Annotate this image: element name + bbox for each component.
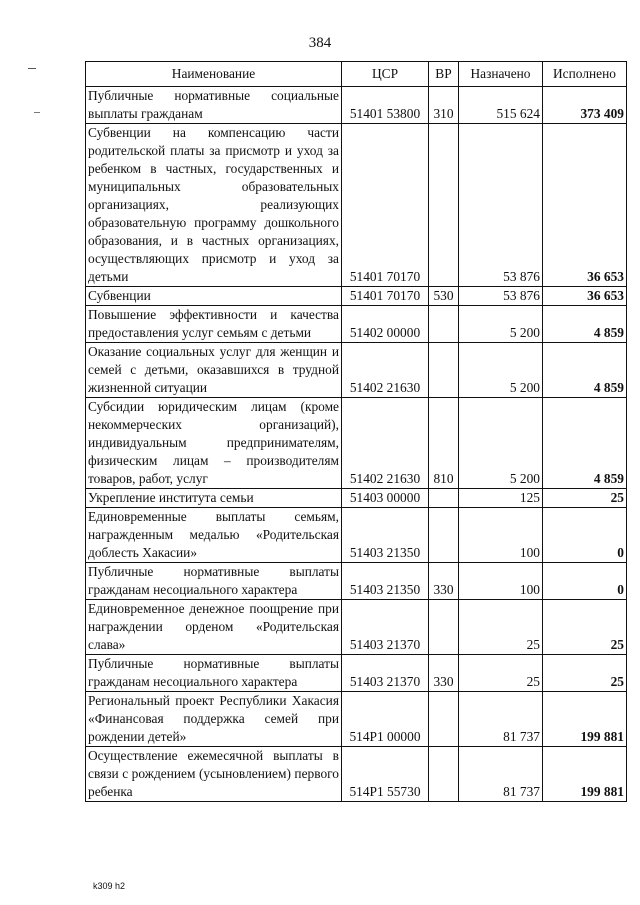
margin-mark	[28, 68, 36, 69]
row-name-cell: Единовременные выплаты семьям, награжденным медалью «Родительская доблесть Хакасии»	[86, 508, 342, 563]
row-csr-cell: 51401 53800	[342, 87, 429, 124]
row-vr-cell	[429, 508, 459, 563]
row-executed-cell: 199 881	[543, 747, 627, 802]
header-csr: ЦСР	[342, 62, 429, 87]
table-row	[86, 124, 627, 287]
row-name-cell: Повышение эффективности и качества предоставления услуг семьям с детьми	[86, 306, 342, 343]
row-csr-cell: 51402 00000	[342, 306, 429, 343]
table-row	[86, 508, 627, 563]
row-executed-cell: 373 409	[543, 87, 627, 124]
header-executed: Исполнено	[543, 62, 627, 87]
table-row	[86, 287, 627, 306]
row-assigned-cell: 81 737	[459, 747, 543, 802]
row-assigned-cell: 100	[459, 563, 543, 600]
row-vr-cell	[429, 747, 459, 802]
table-row	[86, 655, 627, 692]
table-row	[86, 489, 627, 508]
row-csr-cell: 51401 70170	[342, 287, 429, 306]
row-assigned-cell: 5 200	[459, 306, 543, 343]
row-csr-cell: 51401 70170	[342, 124, 429, 287]
table-row	[86, 306, 627, 343]
row-executed-cell: 0	[543, 563, 627, 600]
table-row	[86, 343, 627, 398]
row-executed-cell: 36 653	[543, 124, 627, 287]
row-vr-cell	[429, 343, 459, 398]
row-vr-cell: 330	[429, 655, 459, 692]
row-executed-cell: 4 859	[543, 398, 627, 489]
row-name-cell: Субсидии юридическим лицам (кроме некоммерческих организаций), индивидуальным предпринимателям, физическим лицам – производителям товаров, работ, услуг	[86, 398, 342, 489]
table-row	[86, 747, 627, 802]
table-row	[86, 600, 627, 655]
row-csr-cell: 514P1 55730	[342, 747, 429, 802]
table-row	[86, 692, 627, 747]
row-csr-cell: 51403 21370	[342, 655, 429, 692]
row-name-cell: Единовременное денежное поощрение при награждении орденом «Родительская слава»	[86, 600, 342, 655]
row-executed-cell: 25	[543, 655, 627, 692]
row-assigned-cell: 53 876	[459, 287, 543, 306]
row-csr-cell: 51403 21350	[342, 508, 429, 563]
budget-table	[85, 61, 627, 802]
row-csr-cell: 51402 21630	[342, 398, 429, 489]
row-executed-cell: 4 859	[543, 343, 627, 398]
row-vr-cell	[429, 600, 459, 655]
row-assigned-cell: 515 624	[459, 87, 543, 124]
table-row	[86, 87, 627, 124]
row-vr-cell	[429, 124, 459, 287]
row-vr-cell	[429, 306, 459, 343]
header-row	[86, 62, 627, 87]
row-assigned-cell: 53 876	[459, 124, 543, 287]
row-csr-cell: 51403 00000	[342, 489, 429, 508]
row-assigned-cell: 81 737	[459, 692, 543, 747]
row-name-cell: Осуществление ежемесячной выплаты в связи с рождением (усыновлением) первого ребенка	[86, 747, 342, 802]
row-name-cell: Субвенции на компенсацию части родительской платы за присмотр и уход за ребенком в частных, государственных и муниципальных образовательных организациях, реализующих образовательную программу дошкольного образования, и в частных организациях, осуществляющих присмотр и уход за детьми	[86, 124, 342, 287]
row-vr-cell	[429, 692, 459, 747]
row-vr-cell: 530	[429, 287, 459, 306]
row-executed-cell: 36 653	[543, 287, 627, 306]
row-vr-cell: 810	[429, 398, 459, 489]
header-assigned: Назначено	[459, 62, 543, 87]
row-name-cell: Публичные нормативные выплаты гражданам несоциального характера	[86, 563, 342, 600]
row-assigned-cell: 5 200	[459, 398, 543, 489]
row-csr-cell: 514P1 00000	[342, 692, 429, 747]
row-assigned-cell: 25	[459, 655, 543, 692]
table-row	[86, 398, 627, 489]
row-name-cell: Субвенции	[86, 287, 342, 306]
row-name-cell: Укрепление института семьи	[86, 489, 342, 508]
row-name-cell: Публичные нормативные выплаты гражданам несоциального характера	[86, 655, 342, 692]
row-executed-cell: 4 859	[543, 306, 627, 343]
row-assigned-cell: 25	[459, 600, 543, 655]
row-executed-cell: 25	[543, 600, 627, 655]
row-vr-cell	[429, 489, 459, 508]
row-vr-cell: 330	[429, 563, 459, 600]
row-executed-cell: 25	[543, 489, 627, 508]
row-assigned-cell: 5 200	[459, 343, 543, 398]
row-name-cell: Региональный проект Республики Хакасия «Финансовая поддержка семей при рождении детей»	[86, 692, 342, 747]
row-assigned-cell: 100	[459, 508, 543, 563]
row-vr-cell: 310	[429, 87, 459, 124]
table-row	[86, 563, 627, 600]
row-csr-cell: 51402 21630	[342, 343, 429, 398]
row-csr-cell: 51403 21370	[342, 600, 429, 655]
row-name-cell: Публичные нормативные социальные выплаты гражданам	[86, 87, 342, 124]
margin-mark	[34, 112, 40, 113]
row-executed-cell: 0	[543, 508, 627, 563]
row-executed-cell: 199 881	[543, 692, 627, 747]
row-csr-cell: 51403 21350	[342, 563, 429, 600]
row-assigned-cell: 125	[459, 489, 543, 508]
header-vr: ВР	[429, 62, 459, 87]
footer-code: k309 h2	[93, 881, 126, 891]
row-name-cell: Оказание социальных услуг для женщин и семей с детьми, оказавшихся в трудной жизненной ситуации	[86, 343, 342, 398]
header-name: Наименование	[86, 62, 342, 87]
page-number: 384	[308, 35, 332, 51]
